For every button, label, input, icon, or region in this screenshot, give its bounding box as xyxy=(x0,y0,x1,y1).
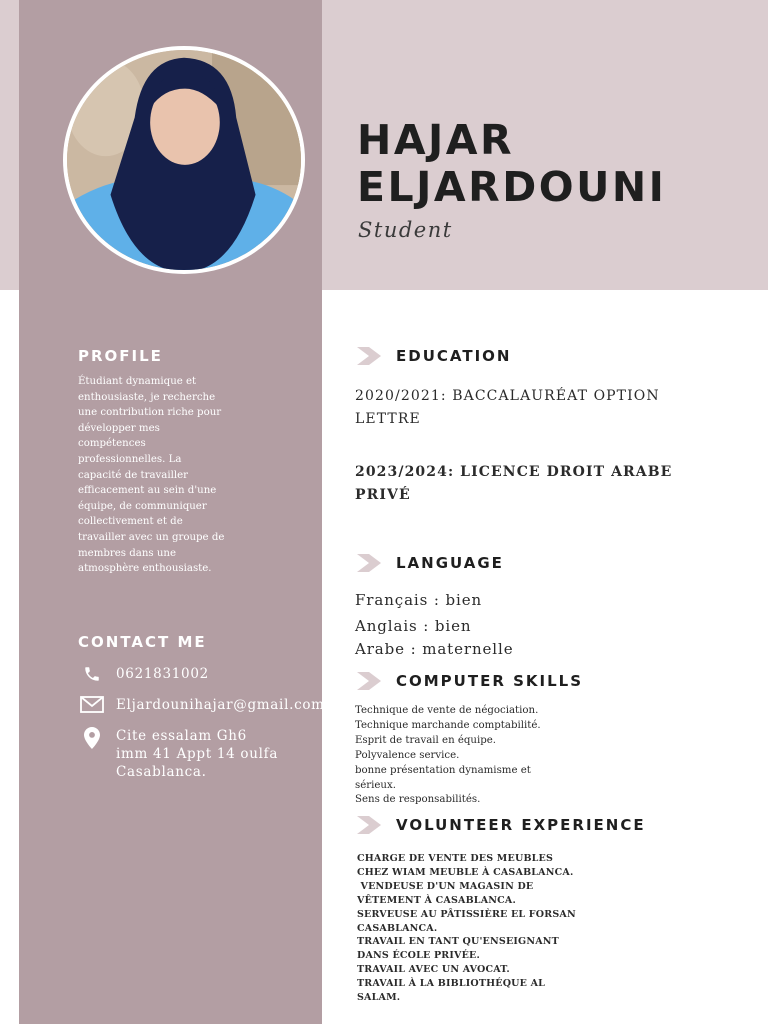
location-pin-icon xyxy=(78,727,106,749)
volunteer-line: SALAM. xyxy=(357,992,401,1004)
volunteer-line: CASABLANCA. xyxy=(357,922,438,934)
volunteer-line: CHARGE DE VENTE DES MEUBLES xyxy=(357,853,554,864)
last-name: ELJARDOUNI xyxy=(357,163,667,211)
chevron-icon xyxy=(357,347,381,365)
contact-phone[interactable] xyxy=(78,665,209,687)
address-line-1: Cite essalam Gh6 xyxy=(116,728,247,744)
skill-line: Technique de vente de négociation. xyxy=(355,705,539,716)
language-item-3: Arabe : maternelle xyxy=(355,640,514,658)
skill-line: Technique marchande comptabilité. xyxy=(355,719,541,731)
language-heading: LANGUAGE xyxy=(396,554,504,572)
volunteer-line: DANS ÉCOLE PRIVÉE. xyxy=(357,950,481,962)
education-item-1: 2020/2021: BACCALAURÉAT OPTION LETTRE xyxy=(355,388,660,427)
email-address: Eljardounihajar@gmail.com xyxy=(116,697,325,713)
volunteer-line: TRAVAIL À LA BIBLIOTHÉQUE AL xyxy=(357,978,546,990)
contact-email[interactable] xyxy=(78,696,325,718)
chevron-icon xyxy=(357,672,381,690)
address-line-2: imm 41 Appt 14 oulfa xyxy=(116,746,279,762)
volunteer-line: TRAVAIL AVEC UN AVOCAT. xyxy=(357,964,510,976)
phone-icon xyxy=(78,665,106,687)
chevron-icon xyxy=(357,554,381,572)
address xyxy=(116,727,278,781)
computer-skills-heading: COMPUTER SKILLS xyxy=(396,672,584,690)
address-line-3: Casablanca. xyxy=(116,764,207,780)
language-item-1: Français : bien xyxy=(355,591,483,609)
volunteer-line: CHEZ WIAM MEUBLE À CASABLANCA. xyxy=(357,866,574,878)
volunteer-line: VENDEUSE D'UN MAGASIN DE xyxy=(357,880,534,892)
volunteer-line: TRAVAIL EN TANT QU'ENSEIGNANT xyxy=(357,936,559,948)
language-header xyxy=(357,554,504,572)
profile-photo xyxy=(63,46,305,274)
skill-line: Sens de responsabilités. xyxy=(355,794,481,806)
volunteer-line: VÊTEMENT À CASABLANCA. xyxy=(357,894,516,906)
profile-heading: PROFILE xyxy=(78,347,163,365)
mail-icon xyxy=(78,696,106,718)
education-header xyxy=(357,347,511,365)
phone-number: 0621831002 xyxy=(116,666,209,682)
first-name: HAJAR xyxy=(357,116,515,164)
volunteer-header xyxy=(357,816,646,834)
education-item-2: 2023/2024: LICENCE DROIT ARABE PRIVÉ xyxy=(355,464,673,503)
candidate-name xyxy=(357,117,757,211)
volunteer-list xyxy=(357,852,577,1005)
job-title: Student xyxy=(358,218,453,242)
skill-line: Esprit de travail en équipe. xyxy=(355,734,497,746)
volunteer-heading: VOLUNTEER EXPERIENCE xyxy=(396,816,646,834)
skill-line: bonne présentation dynamisme et xyxy=(355,764,531,776)
language-item-2: Anglais : bien xyxy=(355,617,472,635)
skill-line: sérieux. xyxy=(355,779,396,791)
profile-text: Étudiant dynamique et enthousiaste, je recherche une contribution riche pour développer mes compétences professionnelles. La capacité de travailler efficacement au sein d'une équipe, de communiquer collectivement et de travailler avec un groupe de membres dans une atmosphère enthousiaste. xyxy=(78,376,225,575)
contact-address xyxy=(78,727,278,781)
education-heading: EDUCATION xyxy=(396,347,512,365)
volunteer-line: SERVEUSE AU PÂTISSIÈRE EL FORSAN xyxy=(357,908,576,920)
computer-skills-list xyxy=(355,704,555,808)
contact-heading: CONTACT ME xyxy=(78,633,207,651)
chevron-icon xyxy=(357,816,381,834)
skill-line: Polyvalence service. xyxy=(355,749,460,761)
computer-skills-header xyxy=(357,672,583,690)
